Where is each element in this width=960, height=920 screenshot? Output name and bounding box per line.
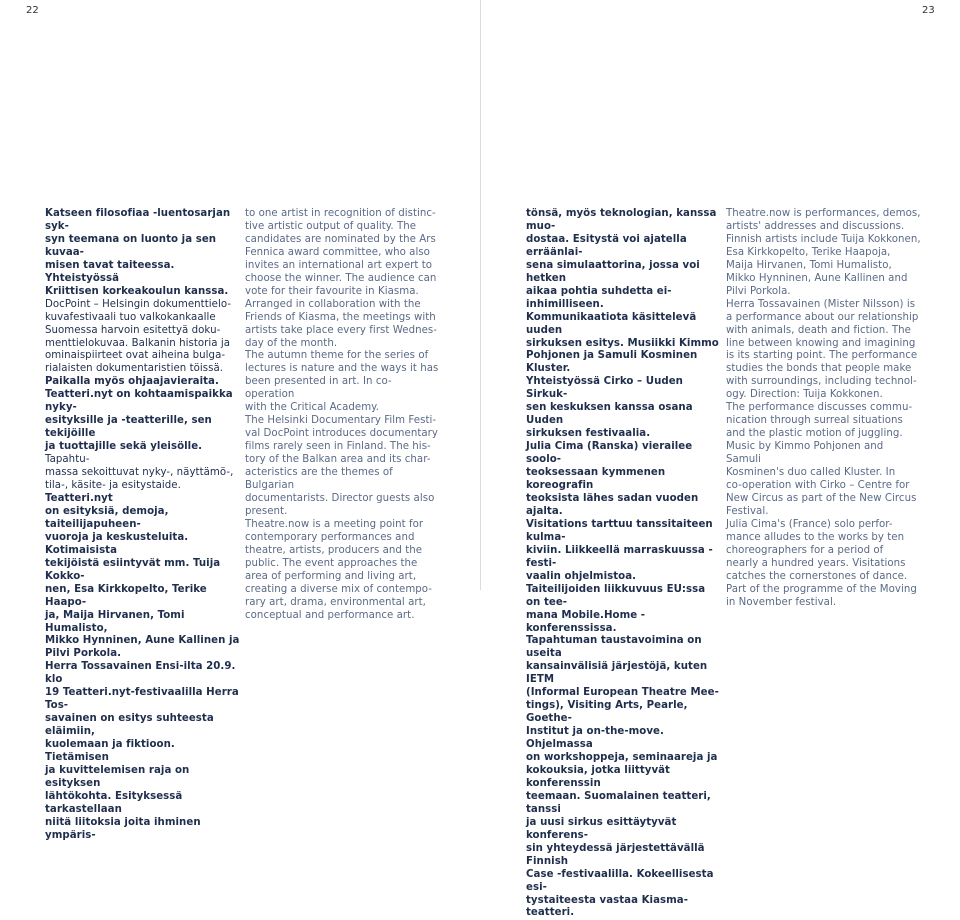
column-3-finnish bbox=[526, 208, 721, 920]
page-number-left: 22 bbox=[26, 5, 39, 16]
column-1-finnish bbox=[45, 208, 240, 843]
paragraph: Theatre.now is performances, demos, artists' addresses and discussions. Finnish artists include Tuija Kokkonen, Esa Kirkkopelto, Terike Haapoja, Maija Hirvanen, Tomi Humalisto, Mikko Hynninen, Aune Kallinen and Pilvi Porkola. Herra Tossavainen (Mister Nilsson) is a performance about our relationship with animals, death and fiction. The line between knowing and imagining is its starting point. The performance studies the bonds that people make with surroundings, including technol- ogy. Direction: Tuija Kokkonen. The performance discusses commu- nication through surreal situations and the plastic motion of juggling. Music by Kimmo Pohjonen and Samuli Kosminen's duo called Kluster. In co-operation with Cirko – Centre for New Circus as part of the New Circus Festival. Julia Cima's (France) solo perfor- mance alludes to the works by ten choreographers for a period of nearly a hundred years. Visitations catches the cornerstones of dance. Part of the programme of the Moving in November festival. bbox=[726, 208, 921, 608]
column-4-english bbox=[726, 208, 921, 610]
page-number-right: 23 bbox=[922, 5, 935, 16]
column-2-english bbox=[245, 208, 440, 623]
paragraph: Tapahtu- massa sekoittuvat nyky-, näyttämö-, tila-, käsite- ja esitystaide. bbox=[45, 454, 234, 492]
paragraph: Teatteri.nyt on esityksiä, demoja, taiteilijapuheen- vuoroja ja keskusteluita. Kotimaisista tekijöistä esiintyvät mm. Tuija Kokko- nen, Esa Kirkkopelto, Terike Haapo- ja, Maija Hirvanen, Tomi Humalisto, Mikko Hynninen, Aune Kallinen ja Pilvi Porkola. Herra Tossavainen Ensi-ilta 20.9. klo 19 Teatteri.nyt-festivaalilla Herra Tos- savainen on esitys suhteesta eläimiin, kuolemaan ja fiktioon. Tietämisen ja kuvittelemisen raja on esityksen lähtökohta. Esityksessä tarkastellaan niitä liitoksia joita ihminen ympäris- bbox=[45, 492, 240, 841]
paragraph: tönsä, myös teknologian, kanssa muo- dostaa. Esitystä voi ajatella erräänlai- sena simulaattorina, jossa voi hetken aikaa pohtia suhdetta ei-inhimilliseen. Kommunikaatiota käsittelevä uuden sirkuksen esitys. Musiikki Kimmo Pohjonen ja Samuli Kosminen Kluster. Yhteistyössä Cirko – Uuden Sirkuk- sen keskuksen kanssa osana Uuden sirkuksen festivaalia. Julia Cima (Ranska) vierailee soolo- teoksessaan kymmenen koreografin teoksista lähes sadan vuoden ajalta. Visitations tarttuu tanssitaiteen kulma- kiviin. Liikkeellä marraskuussa -festi- vaalin ohjelmistoa. Taiteilijoiden liikkuvuus EU:ssa on tee- mana Mobile.Home -konferenssissa. Tapahtuman taustavoimina on useita kansainvälisiä järjestöjä, kuten IETM (Informal European Theatre Mee- tings), Visiting Arts, Pearle, Goethe- Institut ja on-the-move. Ohjelmassa on workshoppeja, seminaareja ja kokouksia, jotka liittyvät konferenssin teemaan. Suomalainen teatteri, tanssi ja uusi sirkus esittäytyvät konferens- sin yhteydessä järjestettävällä Finnish Case -festivaalilla. Kokeellisesta esi- tystaiteesta vastaa Kiasma-teatteri. bbox=[526, 208, 719, 919]
paragraph: Paikalla myös ohjaajavieraita. Teatteri.nyt on kohtaamispaikka nyky- esityksille ja -teatterille, sen tekijöille ja tuottajille sekä yleisölle. bbox=[45, 376, 233, 453]
paragraph: to one artist in recognition of distinc- tive artistic output of quality. The candidates are nominated by the Ars Fennica award committee, who also invites an international art expert to choose the winner. The audience can vote for their favourite in Kiasma. Arranged in collaboration with the Friends of Kiasma, the meetings with artists take place every first Wednes- day of the month. The autumn theme for the series of lectures is nature and the ways it has been presented in art. In co-operation with the Critical Academy. The Helsinki Documentary Film Festi- val DocPoint introduces documentary films rarely seen in Finland. The his- tory of the Balkan area and its char- acteristics are the themes of Bulgarian documentarists. Director guests also present. Theatre.now is a meeting point for contemporary performances and theatre, artists, producers and the public. The event approaches the area of performing and living art, creating a diverse mix of contempo- rary art, drama, environmental art, conceptual and performance art. bbox=[245, 208, 439, 621]
paragraph: DocPoint – Helsingin dokumenttielo- kuvafestivaali tuo valkokankaalle Suomessa harvoin esitettyä doku- menttielokuvaa. Balkanin historia ja ominaispiirteet ovat aiheina bulga- rialaisten dokumentaristien töissä. bbox=[45, 298, 232, 375]
paragraph: Katseen filosofiaa -luentosarjan syk- syn teemana on luonto ja sen kuvaa- misen tavat taiteessa. Yhteistyössä Kriittisen korkeakoulun kanssa. bbox=[45, 208, 231, 297]
page-spread-divider bbox=[480, 0, 481, 590]
